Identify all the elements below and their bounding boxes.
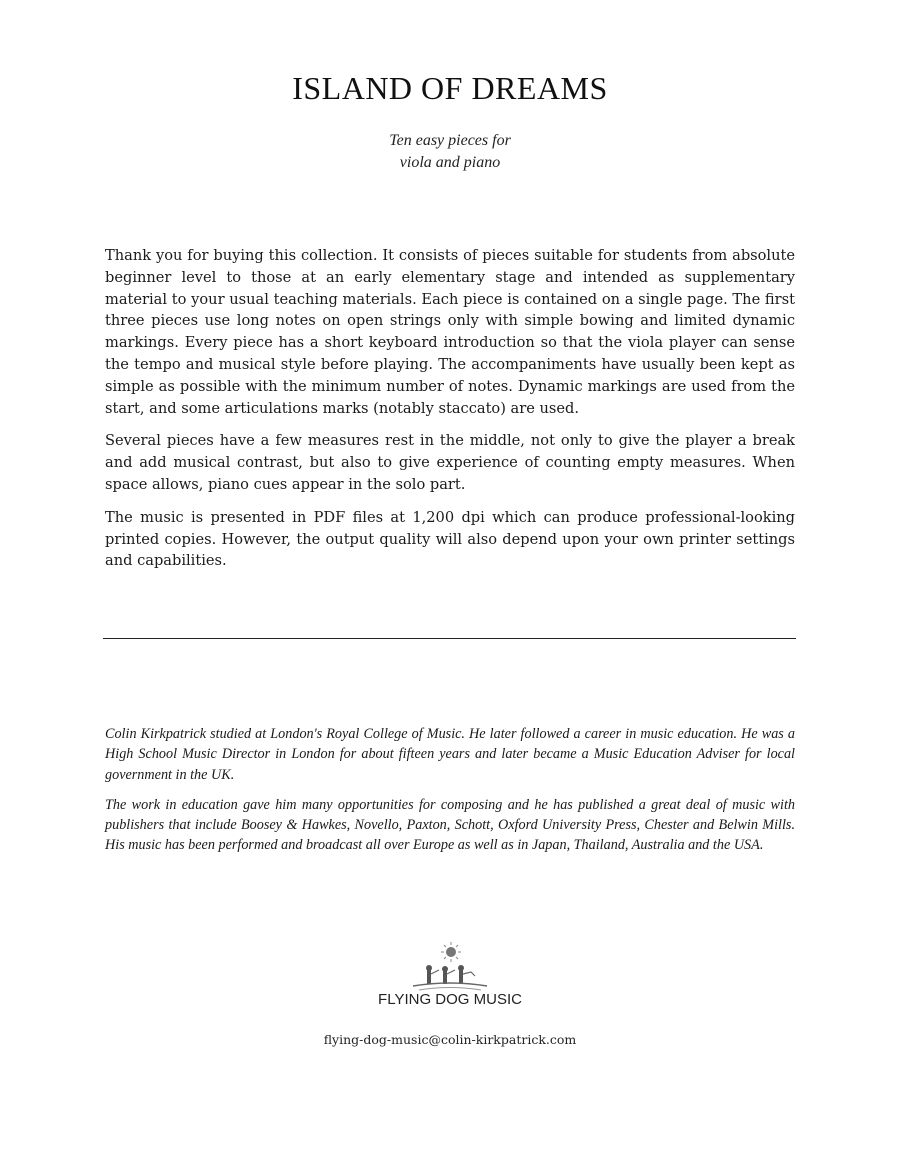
intro-paragraph-1: Thank you for buying this collection. It consists of pieces suitable for students from absolute beginner level to those at an early elementary stage and intended as supplementary material to your usual teaching materials. Each piece is contained on a single page. The first three pieces use long notes on open strings only with simple bowing and limited dynamic markings. Every piece has a short keyboard introduction so that the viola player can sense the tempo and musical style before playing. The accompaniments have usually been kept as simple as possible with the minimum number of notes. Dynamic markings are used from the start, and some articulations marks (notably staccato) are used. — [105, 247, 795, 417]
page-subtitle — [0, 130, 900, 174]
intro-paragraph-2: Several pieces have a few measures rest in the middle, not only to give the player a break and add musical contrast, but also to give experience of counting empty measures. When space allows, piano cues appear in the solo part. — [105, 432, 795, 493]
composer-bio — [105, 724, 795, 866]
bio-paragraph-1: Colin Kirkpatrick studied at London's Royal College of Music. He later followed a career in music education. He was a High School Music Director in London for about fifteen years and later became a Music Education Adviser for local government in the UK. — [105, 726, 795, 783]
section-divider — [103, 638, 796, 639]
intro-section — [105, 245, 795, 583]
contact-email: flying-dog-music@colin-kirkpatrick.com — [323, 1032, 577, 1047]
intro-paragraph-3: The music is presented in PDF files at 1,200 dpi which can produce professional-looking printed copies. However, the output quality will also depend upon your own printer settings and capabilities. — [105, 508, 795, 570]
bio-paragraph-2: The work in education gave him many opportunities for composing and he has published a great deal of music with publishers that include Boosey & Hawkes, Novello, Paxton, Schott, Oxford University Press, Chester and Belwin Mills. His music has been performed and broadcast all over Europe as well as in Japan, Thailand, Australia and the USA. — [105, 796, 795, 854]
page-title: ISLAND OF DREAMS — [292, 70, 608, 106]
publisher-name: FLYING DOG MUSIC — [378, 991, 522, 1008]
flying-dog-logo-icon — [405, 940, 495, 992]
subtitle-line-2: viola and piano — [399, 154, 501, 171]
subtitle-line-1: Ten easy pieces for — [389, 132, 511, 149]
